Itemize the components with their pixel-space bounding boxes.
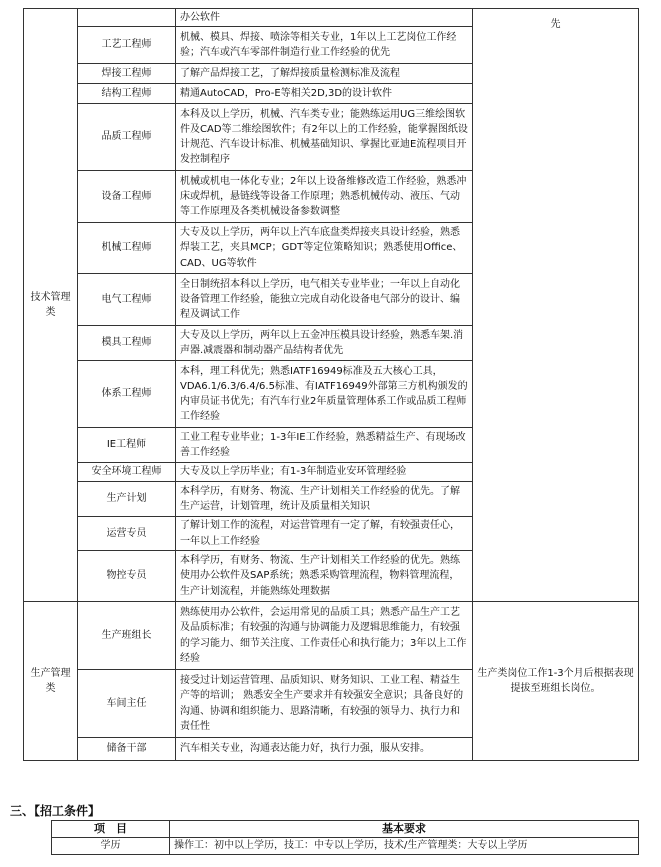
position-cell: 体系工程师 bbox=[78, 361, 176, 428]
positions-table bbox=[23, 8, 639, 761]
position-cell: 焊接工程师 bbox=[78, 64, 176, 84]
requirement-cell: 办公软件 bbox=[176, 9, 473, 27]
requirement-cell: 大专及以上学历毕业；有1-3年制造业安环管理经验 bbox=[176, 463, 473, 482]
position-cell: 运营专员 bbox=[78, 517, 176, 551]
position-cell bbox=[78, 9, 176, 27]
table-row bbox=[24, 9, 639, 27]
condition-requirement: 操作工：初中以上学历，技工：中专以上学历，技术/生产管理类：大专以上学历 bbox=[170, 838, 639, 855]
requirement-cell: 大专及以上学历，两年以上汽车底盘类焊接夹具设计经验，熟悉焊装工艺，夹具MCP；GDT等定位策略知识；熟悉使用Office、CAD、UG等软件 bbox=[176, 223, 473, 274]
position-cell: 生产班组长 bbox=[78, 602, 176, 670]
position-cell: 安全环境工程师 bbox=[78, 463, 176, 482]
requirement-cell: 机械、模具、焊接、喷涂等相关专业，1年以上工艺岗位工作经验；汽车或汽车零部件制造行业工作经验的优先 bbox=[176, 27, 473, 64]
requirement-cell: 本科学历，有财务、物流、生产计划相关工作经验的优先。熟练使用办公软件及SAP系统；熟悉采购管理流程，物料管理流程，生产计划流程，并能熟练处理数据 bbox=[176, 551, 473, 602]
position-cell: IE工程师 bbox=[78, 428, 176, 463]
tech-note-cell: 先 bbox=[473, 9, 639, 602]
requirement-cell: 了解计划工作的流程，对运营管理有一定了解，有较强责任心，一年以上工作经验 bbox=[176, 517, 473, 551]
requirement-cell: 精通AutoCAD，Pro-E等相关2D,3D的设计软件 bbox=[176, 84, 473, 104]
requirement-cell: 汽车相关专业，沟通表达能力好，执行力强，服从安排。 bbox=[176, 738, 473, 761]
requirement-cell: 本科，理工科优先；熟悉IATF16949标准及五大核心工具，VDA6.1/6.3/6.4/6.5标准、有IATF16949外部第三方机构颁发的内审员证书优先；有汽车行业2年质量管理体系工作或品质工程师工作经验 bbox=[176, 361, 473, 428]
requirement-cell: 接受过计划运营管理、品质知识、财务知识、工业工程、精益生产等的培训； 熟悉安全生产要求并有较强安全意识；具备良好的沟通、协调和组织能力、思路清晰，有较强的领导力、执行力和责任性 bbox=[176, 670, 473, 738]
position-cell: 结构工程师 bbox=[78, 84, 176, 104]
requirement-cell: 了解产品焊接工艺，了解焊接质量检测标准及流程 bbox=[176, 64, 473, 84]
requirement-cell: 工业工程专业毕业；1-3年IE工作经验，熟悉精益生产、有现场改善工作经验 bbox=[176, 428, 473, 463]
position-cell: 生产计划 bbox=[78, 482, 176, 517]
section-title: 三、【招工条件】 bbox=[10, 804, 101, 818]
condition-item: 学历 bbox=[52, 838, 170, 855]
header-requirement: 基本要求 bbox=[170, 821, 639, 838]
position-cell: 物控专员 bbox=[78, 551, 176, 602]
requirement-cell: 机械或机电一体化专业；2年以上设备维修改造工作经验，熟悉冲床或焊机，悬链线等设备工作原理；熟悉机械传动、液压、气动等工作原理及各类机械设备参数调整 bbox=[176, 171, 473, 223]
position-cell: 机械工程师 bbox=[78, 223, 176, 274]
category-prod: 生产管理类 bbox=[24, 602, 78, 761]
position-cell: 品质工程师 bbox=[78, 104, 176, 171]
position-cell: 设备工程师 bbox=[78, 171, 176, 223]
position-cell: 电气工程师 bbox=[78, 274, 176, 326]
requirement-cell: 大专及以上学历，两年以上五金冲压模具设计经验，熟悉车架.消声器.减震器和制动器产品结构者优先 bbox=[176, 326, 473, 361]
requirement-cell: 本科学历，有财务、物流、生产计划相关工作经验的优先。了解生产运营，计划管理，统计及质量相关知识 bbox=[176, 482, 473, 517]
category-tech: 技术管理类 bbox=[24, 9, 78, 602]
table-row bbox=[52, 838, 639, 855]
requirement-cell: 熟练使用办公软件，会运用常见的品质工具；熟悉产品生产工艺及品质标准；有较强的沟通与协调能力及逻辑思维能力，有较强的学习能力、细节关注度、工作责任心和执行能力；3年以上工作经验 bbox=[176, 602, 473, 670]
table-row bbox=[24, 602, 639, 670]
requirement-cell: 本科及以上学历，机械、汽车类专业；能熟练运用UG三维绘图软件及CAD等二维绘图软件；有2年以上的工作经验，能掌握图纸设计规范、汽车设计标准、机械基础知识、掌握比亚迪E流程项目开发控制程序 bbox=[176, 104, 473, 171]
requirement-cell: 全日制统招本科以上学历，电气相关专业毕业；一年以上自动化设备管理工作经验，能独立完成自动化设备电气部分的设计、编程及调试工作 bbox=[176, 274, 473, 326]
position-cell: 模具工程师 bbox=[78, 326, 176, 361]
conditions-table bbox=[51, 820, 639, 855]
position-cell: 车间主任 bbox=[78, 670, 176, 738]
header-item: 项 目 bbox=[52, 821, 170, 838]
table-header-row bbox=[52, 821, 639, 838]
prod-note-cell: 生产类岗位工作1-3个月后根据表现提拔至班组长岗位。 bbox=[473, 602, 639, 761]
position-cell: 储备干部 bbox=[78, 738, 176, 761]
position-cell: 工艺工程师 bbox=[78, 27, 176, 64]
